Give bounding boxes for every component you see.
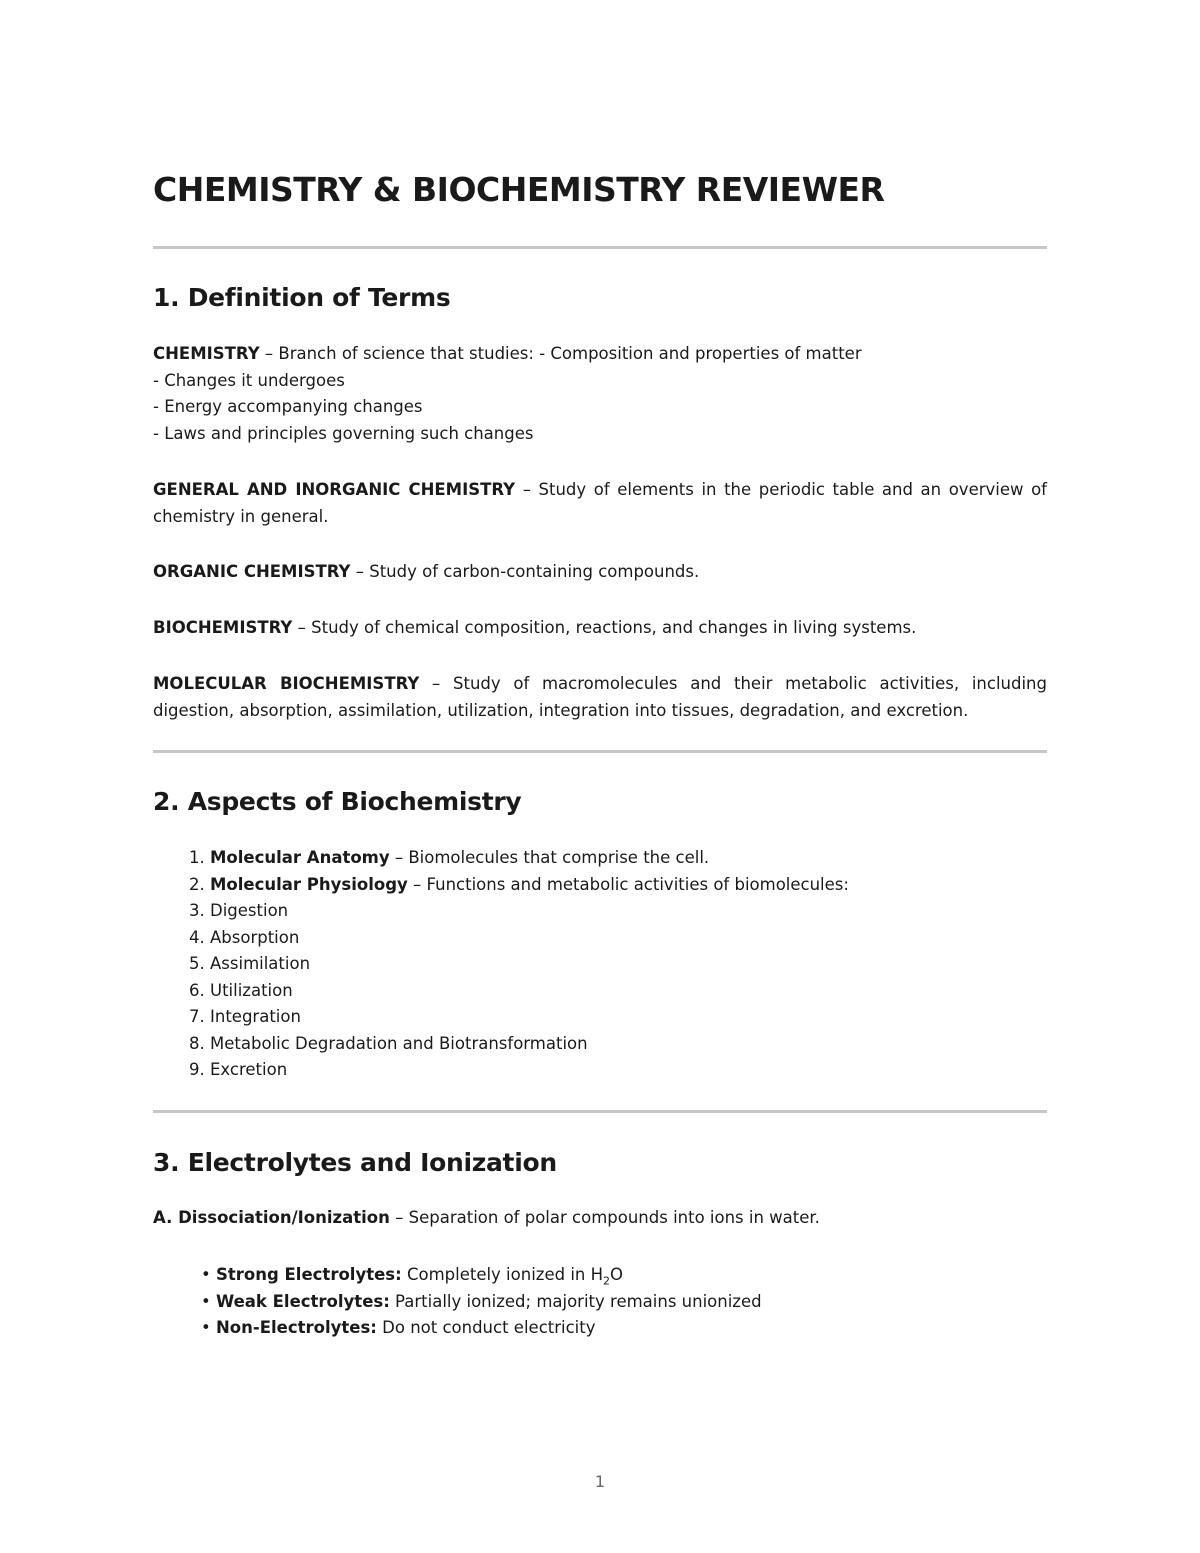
bullet-term: Weak Electrolytes: bbox=[215, 1291, 390, 1311]
list-text: – Biomolecules that comprise the cell. bbox=[389, 848, 710, 867]
definition-molecular-biochemistry bbox=[153, 671, 1047, 724]
list-item bbox=[153, 845, 1047, 872]
bullet-text: Completely ionized in H bbox=[401, 1265, 604, 1284]
section-heading-electrolytes-and-ionization: 3. Electrolytes and Ionization bbox=[153, 1148, 557, 1177]
section-heading-definition-of-terms: 1. Definition of Terms bbox=[153, 283, 451, 312]
bullet-item bbox=[153, 1262, 1047, 1289]
term-label: GENERAL AND INORGANIC CHEMISTRY bbox=[153, 480, 516, 499]
list-term: Molecular Physiology bbox=[210, 874, 408, 894]
term-definition: – Study of elements in the periodic table and an overview of chemistry in general. bbox=[153, 480, 1047, 526]
term-definition: – Study of chemical composition, reactions, and changes in living systems. bbox=[292, 618, 917, 637]
term-definition: – Study of carbon-containing compounds. bbox=[350, 562, 700, 581]
list-number: 6. bbox=[189, 980, 205, 1000]
list-text: Metabolic Degradation and Biotransformation bbox=[210, 1033, 588, 1053]
list-term: Molecular Anatomy bbox=[210, 848, 390, 867]
definition-subline: - Changes it undergoes bbox=[153, 370, 345, 390]
list-item bbox=[153, 872, 1047, 899]
bullet-icon: • bbox=[201, 1291, 211, 1311]
list-number: 2. bbox=[189, 874, 205, 894]
subheading-term: A. Dissociation/Ionization bbox=[153, 1208, 390, 1227]
definition-biochemistry bbox=[153, 615, 1047, 642]
list-number: 7. bbox=[189, 1007, 205, 1026]
bullet-term: Non-Electrolytes: bbox=[215, 1318, 377, 1337]
term-label: BIOCHEMISTRY bbox=[153, 618, 293, 637]
list-item bbox=[153, 925, 1047, 952]
list-text: Absorption bbox=[210, 927, 300, 947]
bullet-item bbox=[153, 1315, 1047, 1342]
bullet-tail: O bbox=[610, 1265, 624, 1284]
subheading-dissociation bbox=[153, 1205, 1047, 1232]
list-number: 9. bbox=[189, 1060, 205, 1079]
list-item bbox=[153, 1057, 1047, 1084]
term-label: ORGANIC CHEMISTRY bbox=[153, 562, 351, 581]
list-text: Assimilation bbox=[210, 954, 311, 973]
document-title: CHEMISTRY & BIOCHEMISTRY REVIEWER bbox=[153, 170, 885, 209]
bullet-text: Do not conduct electricity bbox=[376, 1318, 596, 1337]
term-label: MOLECULAR BIOCHEMISTRY bbox=[153, 674, 420, 693]
list-number: 3. bbox=[189, 901, 205, 920]
list-number: 4. bbox=[189, 927, 205, 947]
list-text: Integration bbox=[210, 1007, 301, 1026]
list-number: 8. bbox=[189, 1033, 205, 1053]
list-item bbox=[153, 898, 1047, 925]
list-item bbox=[153, 1004, 1047, 1031]
list-text: – Functions and metabolic activities of biomolecules: bbox=[407, 874, 849, 894]
subheading-text: – Separation of polar compounds into ions in water. bbox=[389, 1208, 820, 1227]
term-definition: – Branch of science that studies: - Composition and properties of matter bbox=[259, 344, 862, 363]
definition-line bbox=[153, 341, 1047, 368]
divider-1 bbox=[153, 246, 1047, 249]
bullet-text: Partially ionized; majority remains unionized bbox=[389, 1291, 762, 1311]
electrolyte-bullets bbox=[153, 1262, 1047, 1342]
list-item bbox=[153, 1031, 1047, 1058]
bullet-icon: • bbox=[201, 1318, 211, 1337]
list-item bbox=[153, 978, 1047, 1005]
definition-organic bbox=[153, 559, 1047, 586]
page-number: 1 bbox=[594, 1472, 606, 1491]
section-heading-aspects-of-biochemistry: 2. Aspects of Biochemistry bbox=[153, 787, 522, 816]
term-definition: – Study of macromolecules and their metabolic activities, including digestion, absorption, assimilation, utilization, integration into tissues, degradation, and excretion. bbox=[153, 674, 1047, 720]
divider-2 bbox=[153, 750, 1047, 753]
list-text: Digestion bbox=[210, 901, 289, 920]
definition-subline: - Energy accompanying changes bbox=[153, 397, 423, 416]
list-number: 5. bbox=[189, 954, 205, 973]
list-item bbox=[153, 951, 1047, 978]
definition-general-inorganic bbox=[153, 477, 1047, 530]
subscript: 2 bbox=[603, 1274, 611, 1288]
bullet-term: Strong Electrolytes: bbox=[215, 1265, 402, 1284]
term-label: CHEMISTRY bbox=[153, 344, 260, 363]
definition-chemistry bbox=[153, 341, 1047, 447]
definition-subline: - Laws and principles governing such changes bbox=[153, 423, 534, 443]
list-number: 1. bbox=[189, 848, 205, 867]
bullet-item bbox=[153, 1289, 1047, 1316]
list-text: Excretion bbox=[210, 1060, 288, 1079]
divider-3 bbox=[153, 1110, 1047, 1113]
aspects-list bbox=[153, 845, 1047, 1084]
bullet-icon: • bbox=[201, 1265, 211, 1284]
list-text: Utilization bbox=[210, 980, 293, 1000]
